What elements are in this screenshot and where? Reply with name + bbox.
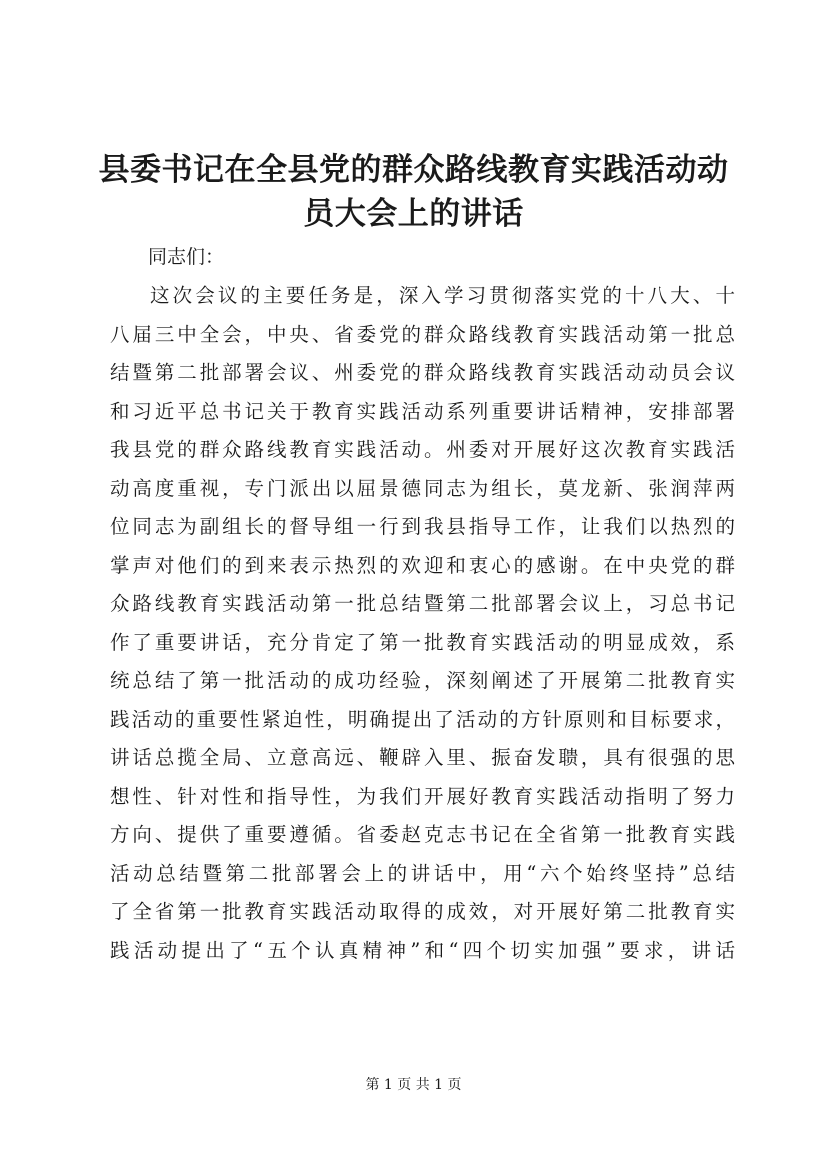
body-line: 位同志为副组长的督导组一行到我县指导工作，让我们以热烈的 bbox=[110, 515, 735, 538]
body-line: 动高度重视，专门派出以屈景德同志为组长，莫龙新、张润萍两 bbox=[110, 476, 735, 500]
greeting: 同志们： bbox=[148, 246, 225, 268]
body-line: 活动总结暨第二批部署会上的讲话中，用“六个始终坚持”总结 bbox=[110, 861, 735, 885]
body-line: 践活动的重要性紧迫性，明确提出了活动的方针原则和目标要求， bbox=[110, 707, 735, 731]
document-title: 县委书记在全县党的群众路线教育实践活动动员大会上的讲话 bbox=[98, 152, 729, 232]
body-line: 和习近平总书记关于教育实践活动系列重要讲话精神，安排部署 bbox=[110, 399, 735, 423]
body-line: 方向、提供了重要遵循。省委赵克志书记在全省第一批教育实践 bbox=[110, 823, 735, 846]
body-line: 众路线教育实践活动第一批总结暨第二批部署会议上，习总书记 bbox=[110, 592, 735, 615]
body-line: 这次会议的主要任务是，深入学习贯彻落实党的十八大、十 bbox=[150, 284, 735, 307]
body-line: 践活动提出了“五个认真精神”和“四个切实加强”要求，讲话 bbox=[110, 938, 735, 962]
body-line: 了全省第一批教育实践活动取得的成效，对开展好第二批教育实 bbox=[110, 900, 735, 923]
body-line: 作了重要讲话，充分肯定了第一批教育实践活动的明显成效，系 bbox=[110, 630, 735, 654]
body-line: 结暨第二批部署会议、州委党的群众路线教育实践活动动员会议 bbox=[110, 361, 735, 384]
body-line: 八届三中全会，中央、省委党的群众路线教育实践活动第一批总 bbox=[110, 322, 735, 346]
page-footer: 第 1 页 共 1 页 bbox=[365, 1077, 462, 1093]
body-line: 想性、针对性和指导性，为我们开展好教育实践活动指明了努力 bbox=[110, 784, 735, 808]
body-line: 讲话总揽全局、立意高远、鞭辟入里、振奋发聩，具有很强的思 bbox=[110, 746, 735, 769]
body-line: 掌声对他们的到来表示热烈的欢迎和衷心的感谢。在中央党的群 bbox=[110, 553, 735, 577]
body-line: 统总结了第一批活动的成功经验，深刻阐述了开展第二批教育实 bbox=[110, 669, 735, 692]
body-paragraph bbox=[110, 277, 735, 970]
body-line: 我县党的群众路线教育实践活动。州委对开展好这次教育实践活 bbox=[110, 438, 735, 461]
